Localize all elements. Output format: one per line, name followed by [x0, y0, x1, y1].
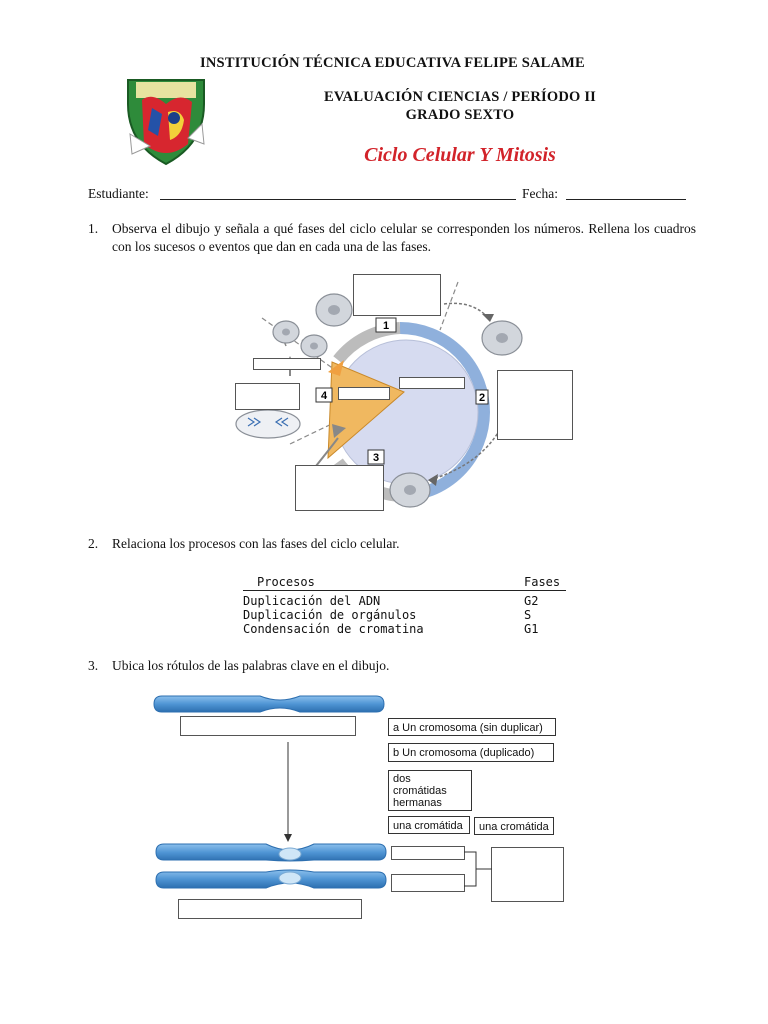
table-row — [243, 594, 566, 608]
chromatid-top-icon — [156, 844, 386, 861]
bracket-connector — [462, 848, 494, 890]
process-cell: Duplicación del ADN — [243, 594, 381, 608]
phase-cell: G1 — [524, 622, 539, 636]
label-slot-sisters[interactable] — [491, 847, 564, 902]
question-3-text: Ubica los rótulos de las palabras clave en el dibujo. — [112, 658, 390, 673]
keyword-label-a[interactable]: a Un cromosoma (sin duplicar) — [388, 718, 556, 736]
nucleus-icon — [282, 329, 290, 336]
nucleus-icon — [404, 485, 416, 495]
student-name-field[interactable] — [160, 198, 516, 200]
bracket-line — [464, 852, 492, 886]
student-label: Estudiante: — [88, 186, 149, 201]
answer-box-phase-2[interactable] — [497, 370, 573, 440]
worksheet-title: Ciclo Celular Y Mitosis — [364, 144, 556, 166]
question-1-text: Observa el dibujo y señala a qué fases del ciclo celular se corresponden los números. Rellena los cuadros con los sucesos o eventos que dan en cada una de las fases. — [112, 221, 696, 254]
answer-box-phase-1[interactable] — [353, 274, 441, 316]
phase-number-2: 2 — [478, 392, 486, 404]
chromosome-unduplicated-icon — [154, 696, 384, 712]
chromatid-bottom-icon — [156, 870, 386, 888]
keyword-label-chromatid-2[interactable]: una cromátida — [474, 817, 554, 835]
centromere-icon — [279, 848, 301, 860]
answer-box-phase-3[interactable] — [295, 465, 384, 511]
label-slot-unduplicated[interactable] — [180, 716, 356, 736]
table-header-processes: Procesos — [257, 575, 315, 589]
date-field[interactable] — [566, 198, 686, 200]
question-3-number: 3. — [88, 658, 99, 673]
dividing-cell-icon — [236, 410, 300, 438]
answer-box-center[interactable] — [399, 377, 465, 389]
table-header — [243, 575, 566, 591]
phase-number-1: 1 — [382, 320, 390, 332]
phase-cell: S — [524, 608, 532, 622]
centromere-icon — [279, 872, 301, 884]
school-logo — [122, 74, 210, 168]
process-cell: Condensación de cromatina — [243, 622, 424, 636]
evaluation-title: EVALUACIÓN CIENCIAS / PERÍODO II — [323, 89, 597, 105]
keyword-label-b[interactable]: b Un cromosoma (duplicado) — [388, 743, 554, 762]
arrow-head-icon — [284, 834, 292, 842]
nucleus-icon — [310, 343, 318, 350]
guide-line — [440, 282, 458, 330]
keyword-label-chromatid-1[interactable]: una cromátida — [388, 816, 470, 834]
label-slot-duplicated[interactable] — [178, 899, 362, 919]
arrow-head-icon — [482, 314, 494, 322]
phase-number-3: 3 — [372, 452, 380, 464]
label-slot-chromatid-bottom[interactable] — [391, 874, 465, 892]
keyword-label-sisters[interactable]: dos cromátidas hermanas — [388, 770, 472, 811]
date-label: Fecha: — [522, 186, 558, 201]
phase-cell: G2 — [524, 594, 539, 608]
question-2-text: Relaciona los procesos con las fases del ciclo celular. — [112, 536, 400, 551]
question-1-number: 1. — [88, 221, 99, 236]
answer-box-wedge[interactable] — [338, 387, 390, 400]
table-row — [243, 622, 566, 636]
nucleus-icon — [328, 305, 340, 315]
answer-box-small[interactable] — [253, 358, 321, 370]
flow-arrow — [444, 303, 490, 320]
question-2-number: 2. — [88, 536, 99, 551]
grade-label: GRADO SEXTO — [405, 107, 515, 123]
institution-name: INSTITUCIÓN TÉCNICA EDUCATIVA FELIPE SALAME — [200, 55, 585, 71]
process-table — [243, 575, 566, 636]
nucleus-icon — [496, 333, 508, 343]
process-cell: Duplicación de orgánulos — [243, 608, 417, 622]
label-slot-chromatid-top[interactable] — [391, 846, 465, 860]
phase-number-4: 4 — [320, 390, 328, 402]
logo-shield-icon — [122, 74, 210, 168]
answer-box-phase-4[interactable] — [235, 383, 300, 410]
table-row — [243, 608, 566, 622]
table-header-phases: Fases — [524, 575, 561, 589]
